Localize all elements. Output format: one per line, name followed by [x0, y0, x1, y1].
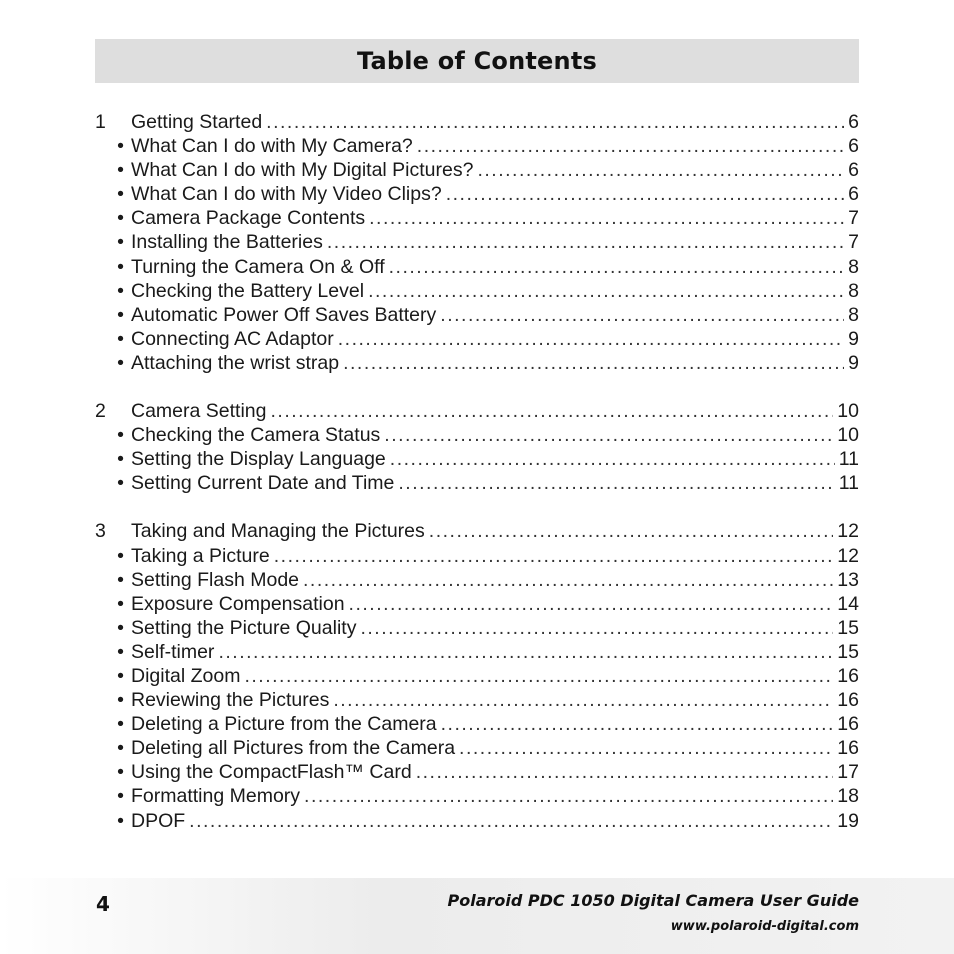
bullet-icon: • [117, 135, 124, 158]
toc-item-page-number: 8 [848, 303, 859, 326]
toc-item-row[interactable] [95, 279, 859, 303]
toc-item-label: DPOF [131, 809, 186, 832]
footer-background [0, 878, 954, 954]
toc-item-row[interactable] [95, 230, 859, 254]
dot-leader [390, 447, 835, 471]
dot-leader [338, 327, 844, 351]
toc-section-row[interactable] [95, 519, 859, 543]
toc-item-row[interactable] [95, 568, 859, 592]
section-page-number: 6 [848, 111, 859, 133]
bullet-icon: • [117, 640, 124, 663]
section-title: Camera Setting [131, 400, 267, 423]
bullet-icon: • [117, 472, 124, 495]
toc-item-page-number: 16 [837, 664, 859, 687]
toc-item-row[interactable] [95, 688, 859, 712]
toc-item-page-number: 9 [848, 327, 859, 350]
section-number: 2 [95, 400, 106, 423]
toc-item-label: Formatting Memory [131, 785, 301, 808]
toc-item-row[interactable] [95, 809, 859, 833]
dot-leader [441, 712, 834, 736]
toc-item-label: What Can I do with My Camera? [131, 135, 413, 158]
bullet-icon: • [117, 664, 124, 687]
section-number: 1 [95, 111, 106, 133]
toc-item-row[interactable] [95, 134, 859, 158]
toc-item-row[interactable] [95, 664, 859, 688]
toc-item-row[interactable] [95, 544, 859, 568]
toc-item-row[interactable] [95, 182, 859, 206]
toc-item-label: Setting the Picture Quality [131, 616, 357, 639]
dot-leader [343, 351, 844, 375]
bullet-icon: • [117, 159, 124, 182]
guide-title: Polaroid PDC 1050 Digital Camera User Guide [447, 891, 859, 910]
toc-item-label: Connecting AC Adaptor [131, 327, 334, 350]
toc-item-label: Checking the Camera Status [131, 424, 381, 447]
toc-item-page-number: 16 [837, 689, 859, 712]
toc-item-page-number: 15 [837, 616, 859, 639]
dot-leader [270, 399, 833, 423]
toc-item-row[interactable] [95, 736, 859, 760]
dot-leader [304, 784, 833, 808]
bullet-icon: • [117, 327, 124, 350]
guide-url: www.polaroid-digital.com [670, 919, 859, 934]
dot-leader [417, 134, 844, 158]
toc-item-page-number: 7 [848, 207, 859, 230]
toc-item-page-number: 11 [838, 448, 859, 471]
dot-leader [244, 664, 833, 688]
dot-leader [189, 809, 833, 833]
toc-item-page-number: 16 [837, 737, 859, 760]
toc-item-page-number: 19 [837, 809, 859, 832]
toc-item-label: Checking the Battery Level [131, 279, 365, 302]
section-number: 3 [95, 520, 106, 543]
toc-item-label: Deleting a Picture from the Camera [131, 713, 437, 736]
toc-item-label: Automatic Power Off Saves Battery [131, 303, 437, 326]
bullet-icon: • [117, 713, 124, 736]
toc-item-label: What Can I do with My Digital Pictures? [131, 159, 474, 182]
dot-leader [266, 110, 844, 134]
toc-item-page-number: 16 [837, 713, 859, 736]
dot-leader [333, 688, 833, 712]
dot-leader [368, 279, 844, 303]
bullet-icon: • [117, 351, 124, 374]
toc-item-label: Reviewing the Pictures [131, 689, 330, 712]
toc-item-row[interactable] [95, 616, 859, 640]
toc-item-row[interactable] [95, 351, 859, 375]
title-bar [95, 39, 859, 83]
section-title: Taking and Managing the Pictures [131, 520, 425, 543]
bullet-icon: • [117, 207, 124, 230]
toc-section-row[interactable] [95, 110, 859, 134]
toc-item-page-number: 8 [848, 279, 859, 302]
toc-item-label: Setting the Display Language [131, 448, 386, 471]
toc-item-row[interactable] [95, 206, 859, 230]
toc-item-label: Camera Package Contents [131, 207, 366, 230]
bullet-icon: • [117, 616, 124, 639]
toc-item-page-number: 10 [837, 424, 859, 447]
bullet-icon: • [117, 761, 124, 784]
toc-item-row[interactable] [95, 255, 859, 279]
toc-item-page-number: 15 [837, 640, 859, 663]
section-page-number: 12 [837, 520, 859, 543]
toc-item-label: Exposure Compensation [131, 592, 345, 615]
bullet-icon: • [117, 544, 124, 567]
bullet-icon: • [117, 231, 124, 254]
toc-item-label: What Can I do with My Video Clips? [131, 183, 442, 206]
toc-item-label: Using the CompactFlash™ Card [131, 761, 412, 784]
bullet-icon: • [117, 568, 124, 591]
dot-leader [327, 230, 844, 254]
dot-leader [349, 592, 834, 616]
bullet-icon: • [117, 785, 124, 808]
dot-leader [389, 255, 845, 279]
toc-item-label: Installing the Batteries [131, 231, 323, 254]
toc-item-page-number: 7 [848, 231, 859, 254]
bullet-icon: • [117, 303, 124, 326]
bullet-icon: • [117, 183, 124, 206]
bullet-icon: • [117, 809, 124, 832]
bullet-icon: • [117, 689, 124, 712]
toc-item-page-number: 13 [837, 568, 859, 591]
dot-leader [274, 544, 834, 568]
table-of-contents [95, 110, 859, 857]
toc-item-row[interactable] [95, 592, 859, 616]
toc-item-page-number: 6 [848, 183, 859, 206]
toc-item-page-number: 18 [837, 785, 859, 808]
toc-item-label: Self-timer [131, 640, 215, 663]
dot-leader [384, 423, 833, 447]
toc-item-label: Deleting all Pictures from the Camera [131, 737, 456, 760]
toc-section [95, 110, 859, 375]
dot-leader [218, 640, 833, 664]
toc-item-label: Digital Zoom [131, 664, 241, 687]
toc-item-page-number: 6 [848, 135, 859, 158]
toc-item-row[interactable] [95, 640, 859, 664]
page-number: 4 [96, 892, 110, 916]
section-title: Getting Started [131, 111, 263, 133]
toc-item-page-number: 17 [837, 761, 859, 784]
bullet-icon: • [117, 424, 124, 447]
bullet-icon: • [117, 448, 124, 471]
dot-leader [459, 736, 833, 760]
dot-leader [303, 568, 833, 592]
toc-section-row[interactable] [95, 399, 859, 423]
toc-item-row[interactable] [95, 327, 859, 351]
toc-item-page-number: 8 [848, 255, 859, 278]
toc-section [95, 519, 859, 832]
page-title: Table of Contents [357, 47, 597, 75]
dot-leader [398, 471, 834, 495]
dot-leader [477, 158, 844, 182]
dot-leader [429, 519, 834, 543]
toc-item-row[interactable] [95, 447, 859, 471]
toc-item-label: Setting Current Date and Time [131, 472, 395, 495]
dot-leader [446, 182, 844, 206]
toc-item-row[interactable] [95, 471, 859, 495]
dot-leader [369, 206, 844, 230]
toc-item-page-number: 6 [848, 159, 859, 182]
toc-item-page-number: 14 [837, 592, 859, 615]
toc-item-label: Taking a Picture [131, 544, 270, 567]
bullet-icon: • [117, 592, 124, 615]
bullet-icon: • [117, 737, 124, 760]
toc-section [95, 399, 859, 495]
toc-item-page-number: 11 [838, 472, 859, 495]
toc-item-label: Attaching the wrist strap [131, 351, 340, 374]
dot-leader [360, 616, 833, 640]
dot-leader [416, 760, 834, 784]
bullet-icon: • [117, 279, 124, 302]
toc-item-row[interactable] [95, 423, 859, 447]
toc-item-row[interactable] [95, 158, 859, 182]
toc-item-page-number: 9 [848, 351, 859, 374]
section-page-number: 10 [837, 400, 859, 423]
toc-item-row[interactable] [95, 784, 859, 808]
toc-item-label: Setting Flash Mode [131, 568, 300, 591]
toc-item-row[interactable] [95, 712, 859, 736]
toc-item-row[interactable] [95, 303, 859, 327]
toc-item-label: Turning the Camera On & Off [131, 255, 385, 278]
bullet-icon: • [117, 255, 124, 278]
dot-leader [440, 303, 844, 327]
toc-item-page-number: 12 [837, 544, 859, 567]
toc-item-row[interactable] [95, 760, 859, 784]
